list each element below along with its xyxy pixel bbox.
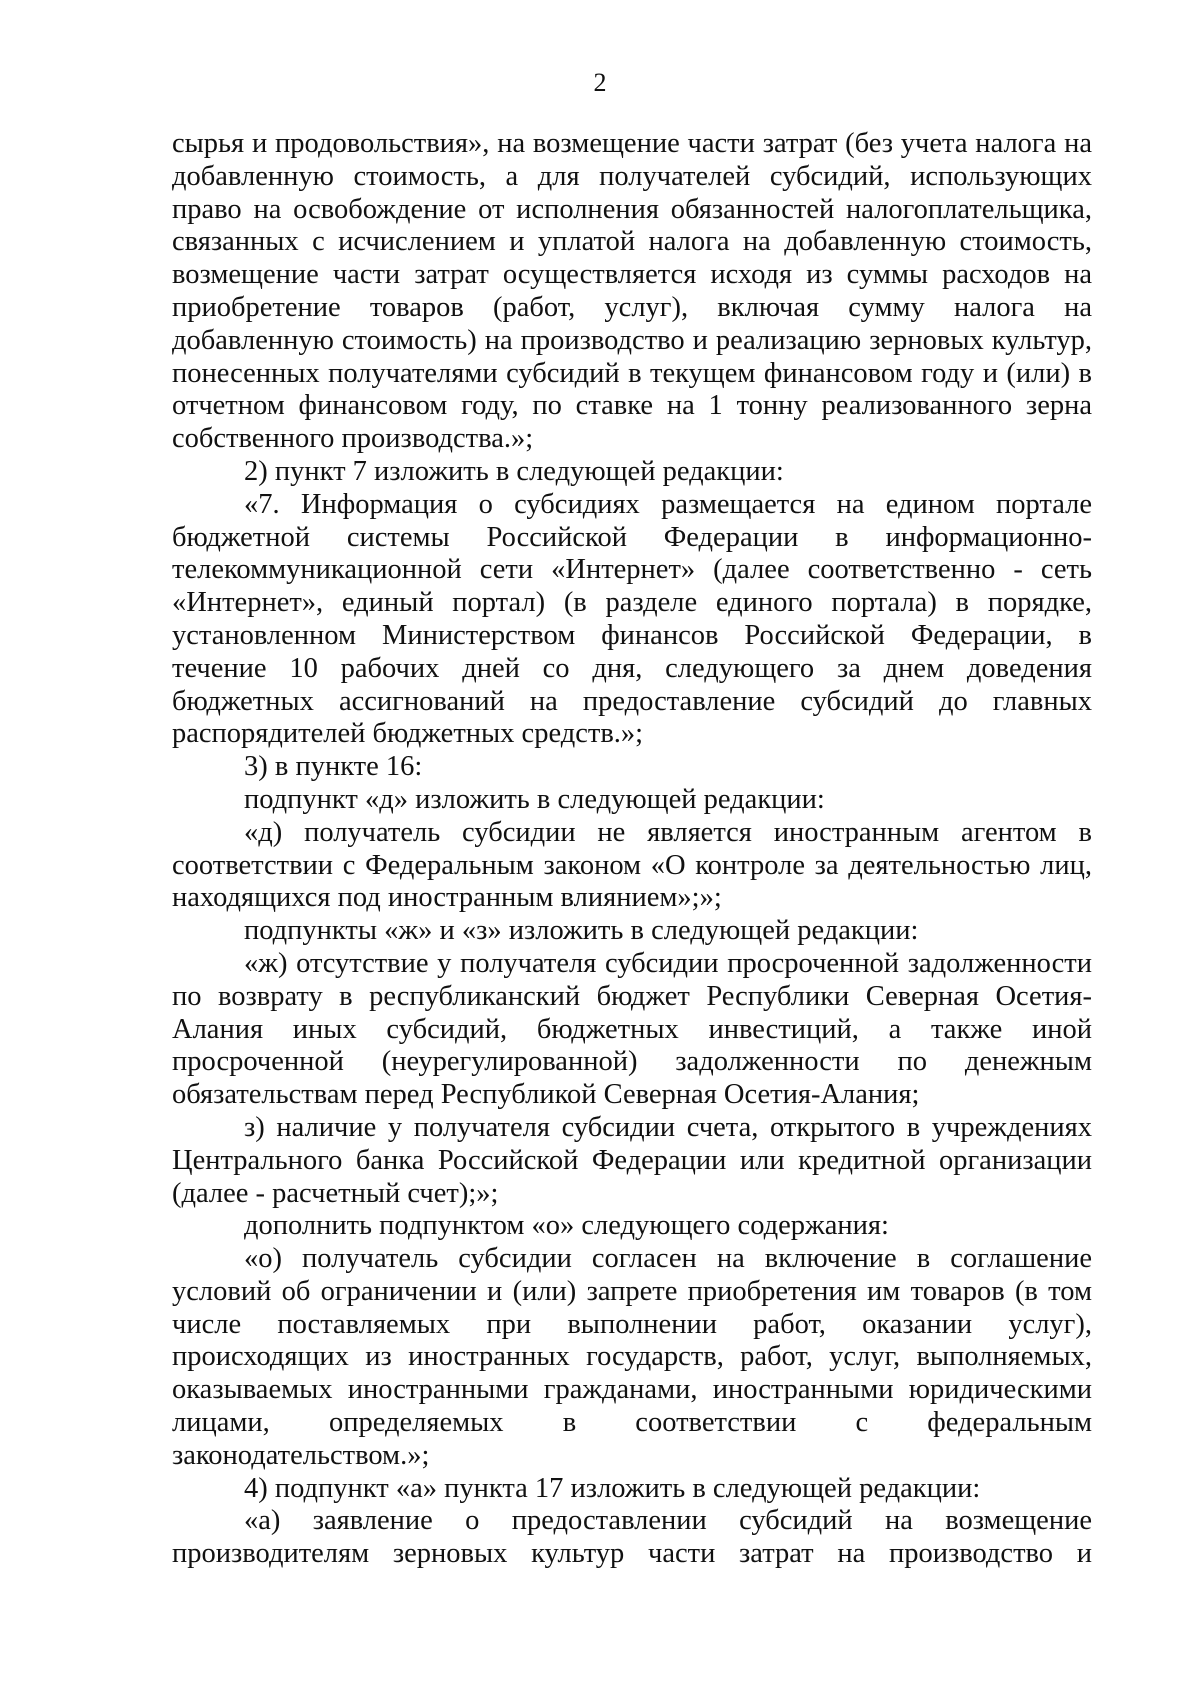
paragraph-subitem-d-text: «д) получатель субсидии не является иностранным агентом в соответствии с Федеральным законом «О контроле за деятельностью лиц, находящихся под иностранным влиянием»;»; (172, 816, 1092, 914)
paragraph-subitem-o-text: «о) получатель субсидии согласен на включение в соглашение условий об ограничении и (или) запрете приобретения им товаров (в том числе поставляемых при выполнении работ, оказании услуг), происходящих из иностранных государств, работ, услуг, выполняемых, оказываемых иностранными гражданами, иностранными юридическими лицами, определяемых в соответствии с федеральным законодательством.»; (172, 1243, 1092, 1471)
document-body (172, 128, 1092, 1571)
paragraph-subitem-zh-text: «ж) отсутствие у получателя субсидии просроченной задолженности по возврату в республиканский бюджет Республики Северная Осетия-Алания иных субсидий, бюджетных инвестиций, а также иной просроченной (неурегулированной) задолженности по денежным обязательствам перед Республикой Северная Осетия-Алания; (172, 947, 1092, 1111)
paragraph-subitems-zh-z-intro: подпункты «ж» и «з» изложить в следующей редакции: (244, 915, 919, 947)
paragraph-subitem-a-text: «а) заявление о предоставлении субсидий на возмещение производителям зерновых культур части затрат на производство и (172, 1505, 1092, 1570)
paragraph-subitem-d-intro: подпункт «д» изложить в следующей редакции: (244, 783, 825, 815)
paragraph-item-4: 4) подпункт «а» пункта 17 изложить в следующей редакции: (244, 1472, 981, 1504)
paragraph-subitem-o-intro: дополнить подпунктом «о» следующего содержания: (244, 1210, 889, 1242)
paragraph-item-2: 2) пункт 7 изложить в следующей редакции: (244, 455, 784, 487)
paragraph-continuation: сырья и продовольствия», на возмещение части затрат (без учета налога на добавленную стоимость, а для получателей субсидий, использующих право на освобождение от исполнения обязанностей налогоплательщика, связанных с исчислением и уплатой налога на добавленную стоимость, возмещение части затрат осуществляется исходя из суммы расходов на приобретение товаров (работ, услуг), включая сумму налога на добавленную стоимость) на производство и реализацию зерновых культур, понесенных получателями субсидий в текущем финансовом году и (или) в отчетном финансовом году, по ставке на 1 тонну реализованного зерна собственного производства.»; (172, 128, 1092, 455)
paragraph-item-7-text: «7. Информация о субсидиях размещается на едином портале бюджетной системы Российской Федерации в информационно-телекоммуникационной сети «Интернет» (далее соответственно - сеть «Интернет», единый портал) (в разделе единого портала) в порядке, установленном Министерством финансов Российской Федерации, в течение 10 рабочих дней со дня, следующего за днем доведения бюджетных ассигнований на предоставление субсидий до главных распорядителей бюджетных средств.»; (172, 488, 1092, 750)
paragraph-item-3: 3) в пункте 16: (244, 751, 423, 783)
page-number: 2 (593, 68, 607, 97)
paragraph-subitem-z-text: з) наличие у получателя субсидии счета, открытого в учреждениях Центрального банка Российской Федерации или кредитной организации (далее - расчетный счет);»; (172, 1111, 1092, 1209)
